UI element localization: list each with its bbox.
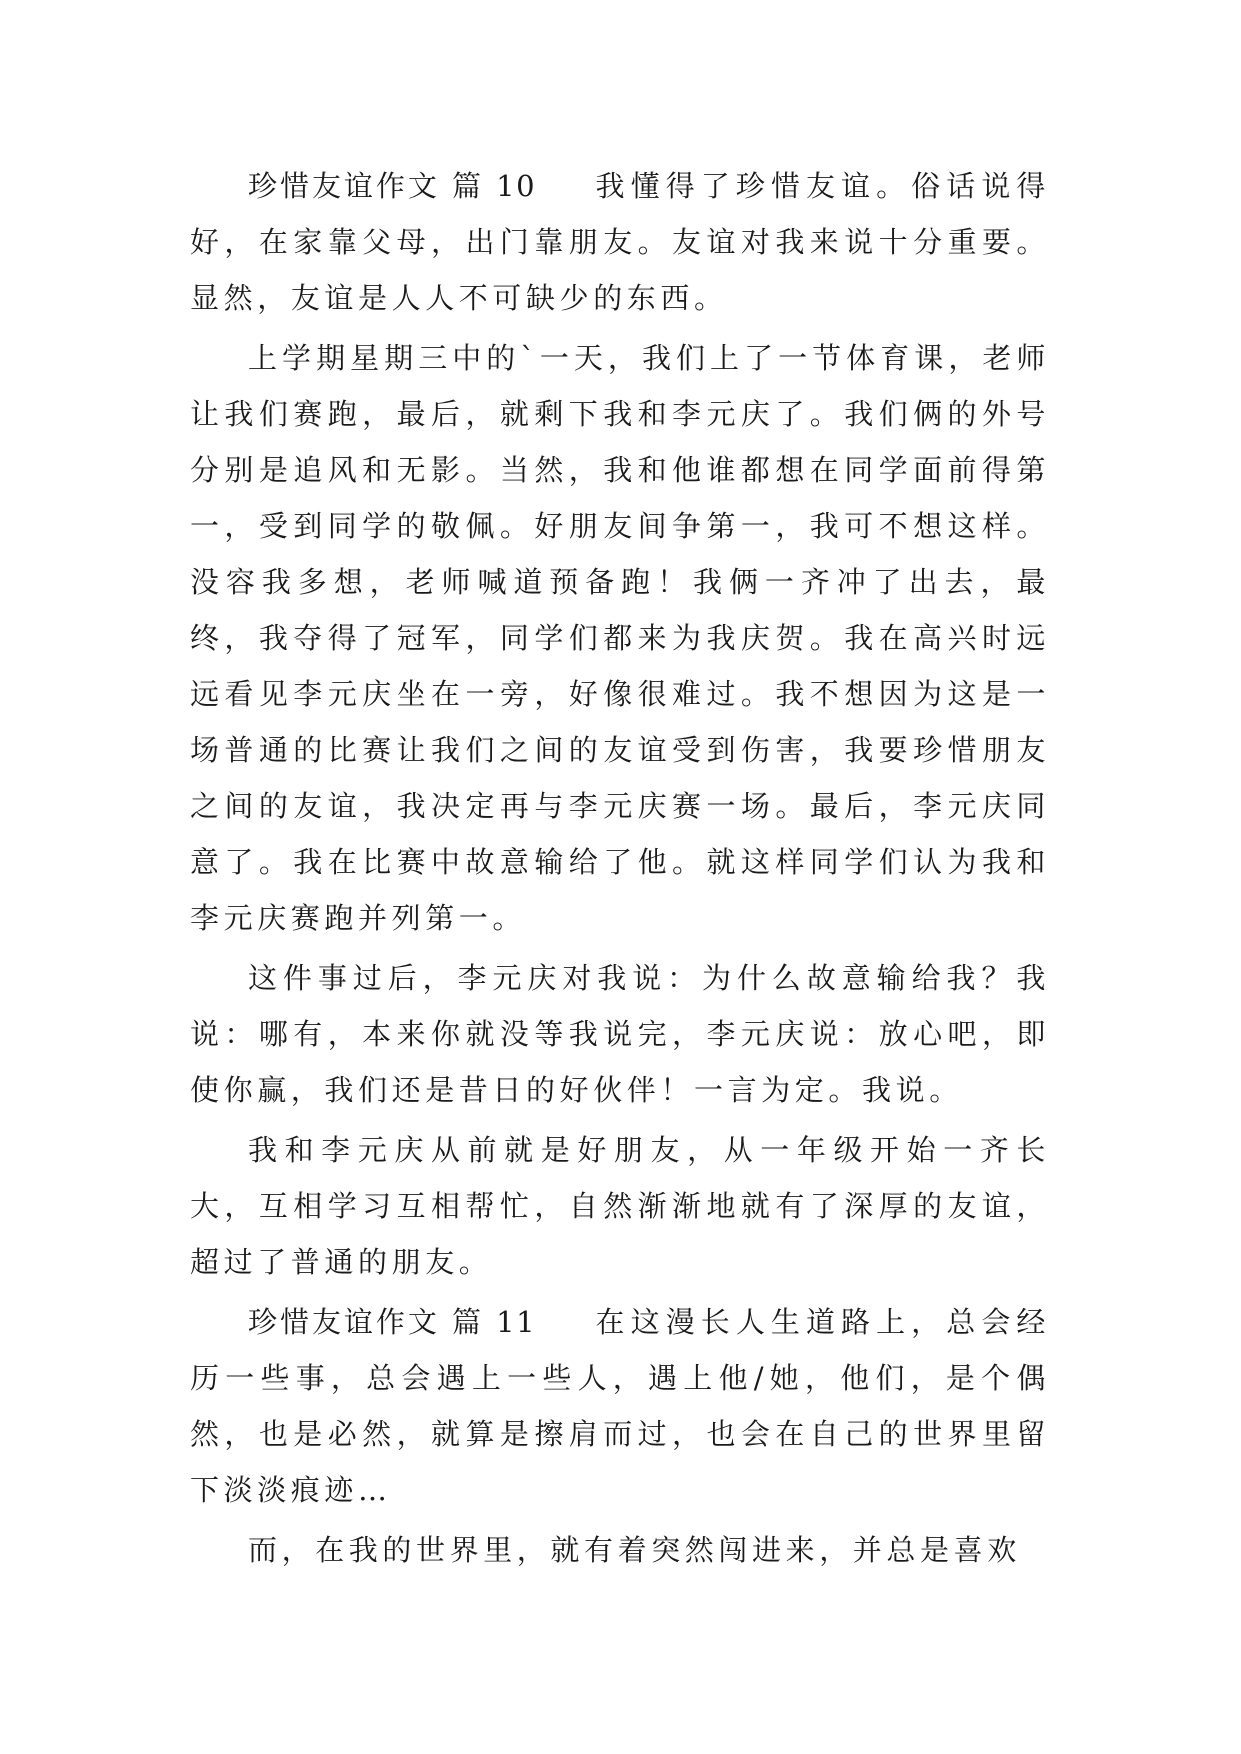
- paragraph-text: 这件事过后，李元庆对我说：为什么故意输给我？我说：哪有，本来你就没等我说完，李元庆说：放心吧，即使你赢，我们还是昔日的好伙伴！一言为定。我说。: [190, 961, 1050, 1107]
- paragraph-5: [190, 1294, 1050, 1518]
- paragraph-text: 在这漫长人生道路上，总会经历一些事，总会遇上一些人，遇上他/她，他们，是个偶然，也是必然，就算是擦肩而过，也会在自己的世界里留下淡淡痕迹…: [190, 1305, 1050, 1507]
- section-heading-11: 珍惜友谊作文 篇 11: [248, 1305, 537, 1339]
- paragraph-1: [190, 158, 1050, 326]
- paragraph-2: [190, 330, 1050, 946]
- section-heading-10: 珍惜友谊作文 篇 10: [248, 169, 537, 203]
- document-body: [190, 158, 1050, 1582]
- paragraph-4: [190, 1122, 1050, 1290]
- paragraph-text: 上学期星期三中的`一天，我们上了一节体育课，老师让我们赛跑，最后，就剩下我和李元庆了。我们俩的外号分别是追风和无影。当然，我和他谁都想在同学面前得第一，受到同学的敬佩。好朋友间争第一，我可不想这样。没容我多想，老师喊道预备跑！我俩一齐冲了出去，最终，我夺得了冠军，同学们都来为我庆贺。我在高兴时远远看见李元庆坐在一旁，好像很难过。我不想因为这是一场普通的比赛让我们之间的友谊受到伤害，我要珍惜朋友之间的友谊，我决定再与李元庆赛一场。最后，李元庆同意了。我在比赛中故意输给了他。就这样同学们认为我和李元庆赛跑并列第一。: [190, 341, 1050, 935]
- paragraph-text: 我懂得了珍惜友谊。俗话说得好，在家靠父母，出门靠朋友。友谊对我来说十分重要。显然，友谊是人人不可缺少的东西。: [190, 169, 1050, 315]
- paragraph-text: 我和李元庆从前就是好朋友，从一年级开始一齐长大，互相学习互相帮忙，自然渐渐地就有了深厚的友谊，超过了普通的朋友。: [190, 1133, 1050, 1279]
- paragraph-3: [190, 950, 1050, 1118]
- paragraph-6: [190, 1522, 1050, 1578]
- paragraph-text: 而，在我的世界里，就有着突然闯进来，并总是喜欢: [248, 1533, 1021, 1567]
